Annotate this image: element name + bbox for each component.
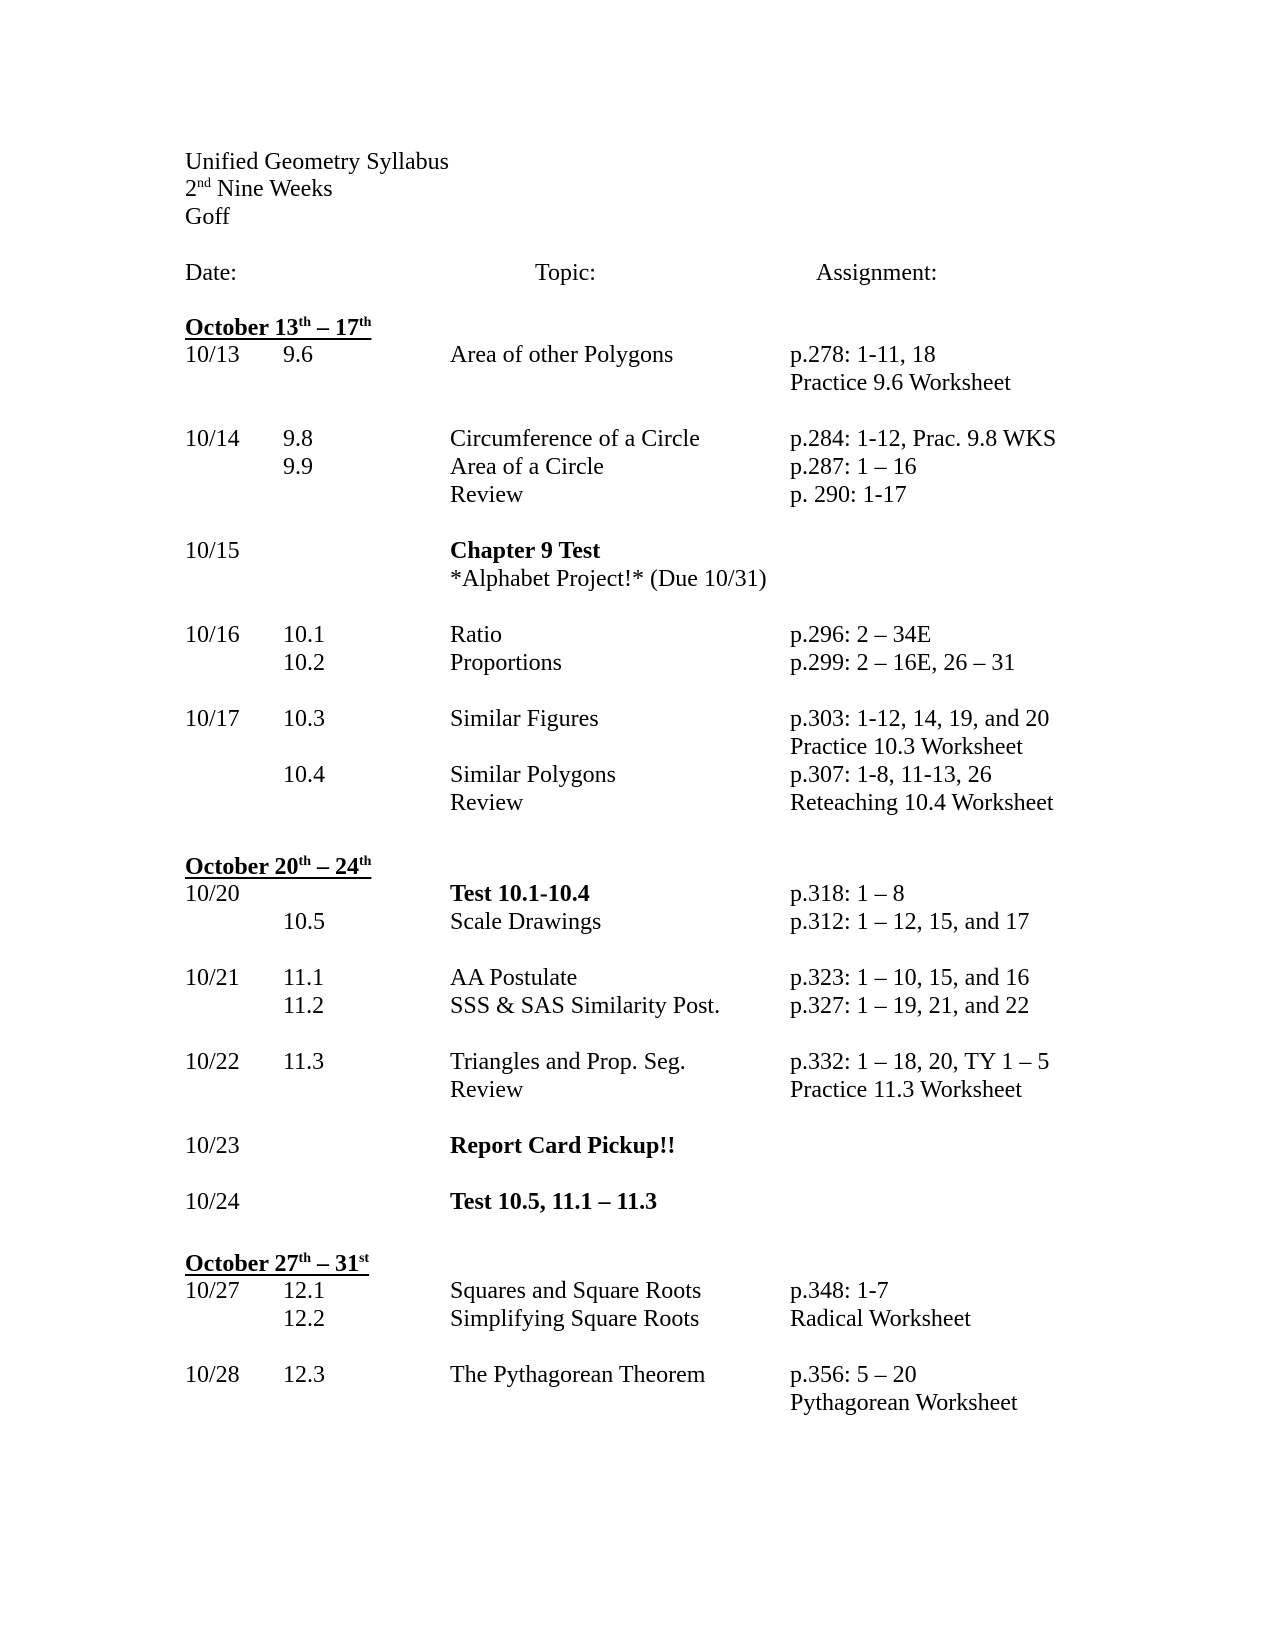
row-topic: The Pythagorean Theorem bbox=[450, 1362, 706, 1388]
row-topic: Squares and Square Roots bbox=[450, 1278, 702, 1304]
row-topic: Proportions bbox=[450, 650, 563, 676]
row-section: 12.3 bbox=[283, 1362, 325, 1388]
row-topic: Area of other Polygons bbox=[450, 342, 674, 368]
row-topic: Review bbox=[450, 482, 524, 508]
row-topic: Report Card Pickup!! bbox=[450, 1133, 676, 1159]
term-number: 2 bbox=[185, 176, 197, 202]
row-date: 10/22 bbox=[185, 1049, 240, 1075]
row-assignment: Practice 9.6 Worksheet bbox=[790, 370, 1011, 396]
row-date: 10/14 bbox=[185, 426, 240, 452]
week-heading-start: October 27 bbox=[185, 1251, 299, 1277]
row-assignment: Practice 10.3 Worksheet bbox=[790, 734, 1023, 760]
row-topic: Similar Polygons bbox=[450, 762, 617, 788]
row-section: 10.4 bbox=[283, 762, 325, 788]
row-topic: Area of a Circle bbox=[450, 454, 604, 480]
row-date: 10/15 bbox=[185, 538, 240, 564]
row-topic: Chapter 9 Test bbox=[450, 538, 601, 564]
week-heading bbox=[185, 854, 371, 881]
row-assignment: p.318: 1 – 8 bbox=[790, 881, 905, 907]
week-heading bbox=[185, 315, 371, 342]
row-date: 10/27 bbox=[185, 1278, 240, 1304]
row-assignment: p.356: 5 – 20 bbox=[790, 1362, 917, 1388]
row-assignment: p.327: 1 – 19, 21, and 22 bbox=[790, 993, 1030, 1019]
row-assignment: Radical Worksheet bbox=[790, 1306, 971, 1332]
week-heading-ordinal: th bbox=[358, 315, 372, 330]
row-section: 12.1 bbox=[283, 1278, 325, 1304]
row-topic: Simplifying Square Roots bbox=[450, 1306, 700, 1332]
term-rest: Nine Weeks bbox=[211, 176, 333, 202]
row-topic: Test 10.1-10.4 bbox=[450, 881, 590, 907]
row-assignment: p.312: 1 – 12, 15, and 17 bbox=[790, 909, 1030, 935]
row-assignment: p.299: 2 – 16E, 26 – 31 bbox=[790, 650, 1016, 676]
row-topic: Similar Figures bbox=[450, 706, 599, 732]
term-ordinal: nd bbox=[197, 176, 211, 191]
row-assignment: p.278: 1-11, 18 bbox=[790, 342, 936, 368]
week-heading-ordinal: th bbox=[298, 1251, 311, 1266]
row-topic: Ratio bbox=[450, 622, 502, 648]
week-heading-start: October 13 bbox=[185, 315, 299, 341]
row-topic: Review bbox=[450, 1077, 524, 1103]
syllabus-title: Unified Geometry Syllabus bbox=[185, 149, 449, 175]
row-date: 10/13 bbox=[185, 342, 240, 368]
week-heading bbox=[185, 1251, 369, 1278]
row-date: 10/16 bbox=[185, 622, 240, 648]
row-section: 11.3 bbox=[283, 1049, 325, 1075]
row-assignment: p.303: 1-12, 14, 19, and 20 bbox=[790, 706, 1050, 732]
week-heading-ordinal: th bbox=[358, 854, 372, 869]
row-section: 10.3 bbox=[283, 706, 325, 732]
week-heading-end: – 31 bbox=[310, 1251, 359, 1277]
row-date: 10/21 bbox=[185, 965, 240, 991]
teacher-name: Goff bbox=[185, 204, 230, 230]
row-assignment: Reteaching 10.4 Worksheet bbox=[790, 790, 1054, 816]
row-assignment: p.307: 1-8, 11-13, 26 bbox=[790, 762, 992, 788]
row-date: 10/20 bbox=[185, 881, 240, 907]
row-date: 10/24 bbox=[185, 1189, 240, 1215]
week-heading-ordinal: th bbox=[298, 315, 311, 330]
term-label bbox=[185, 176, 333, 203]
row-assignment: Practice 11.3 Worksheet bbox=[790, 1077, 1022, 1103]
row-section: 10.5 bbox=[283, 909, 325, 935]
week-heading-start: October 20 bbox=[185, 854, 299, 880]
row-topic: Scale Drawings bbox=[450, 909, 602, 935]
row-assignment: p.296: 2 – 34E bbox=[790, 622, 932, 648]
row-assignment: p.287: 1 – 16 bbox=[790, 454, 917, 480]
row-section: 9.9 bbox=[283, 454, 313, 480]
row-date: 10/23 bbox=[185, 1133, 240, 1159]
row-section: 9.8 bbox=[283, 426, 313, 452]
row-topic: SSS & SAS Similarity Post. bbox=[450, 993, 721, 1019]
row-section: 10.1 bbox=[283, 622, 325, 648]
row-assignment: p.348: 1-7 bbox=[790, 1278, 889, 1304]
row-assignment: p. 290: 1-17 bbox=[790, 482, 907, 508]
topic-column-header: Topic: bbox=[535, 260, 596, 286]
row-topic: AA Postulate bbox=[450, 965, 578, 991]
row-section: 9.6 bbox=[283, 342, 313, 368]
row-section: 11.2 bbox=[283, 993, 325, 1019]
row-section: 10.2 bbox=[283, 650, 325, 676]
row-topic: *Alphabet Project!* (Due 10/31) bbox=[450, 566, 767, 592]
week-heading-ordinal: th bbox=[298, 854, 311, 869]
row-topic: Test 10.5, 11.1 – 11.3 bbox=[450, 1189, 658, 1215]
date-column-header: Date: bbox=[185, 260, 237, 286]
row-date: 10/28 bbox=[185, 1362, 240, 1388]
row-assignment: p.323: 1 – 10, 15, and 16 bbox=[790, 965, 1030, 991]
row-section: 11.1 bbox=[283, 965, 325, 991]
row-date: 10/17 bbox=[185, 706, 240, 732]
row-assignment: p.332: 1 – 18, 20, TY 1 – 5 bbox=[790, 1049, 1050, 1075]
row-assignment: p.284: 1-12, Prac. 9.8 WKS bbox=[790, 426, 1057, 452]
row-topic: Review bbox=[450, 790, 524, 816]
row-topic: Circumference of a Circle bbox=[450, 426, 700, 452]
week-heading-end: – 24 bbox=[310, 854, 359, 880]
row-section: 12.2 bbox=[283, 1306, 325, 1332]
assignment-column-header: Assignment: bbox=[816, 260, 938, 286]
row-topic: Triangles and Prop. Seg. bbox=[450, 1049, 686, 1075]
row-assignment: Pythagorean Worksheet bbox=[790, 1390, 1018, 1416]
week-heading-end: – 17 bbox=[310, 315, 359, 341]
week-heading-ordinal: st bbox=[358, 1251, 370, 1266]
